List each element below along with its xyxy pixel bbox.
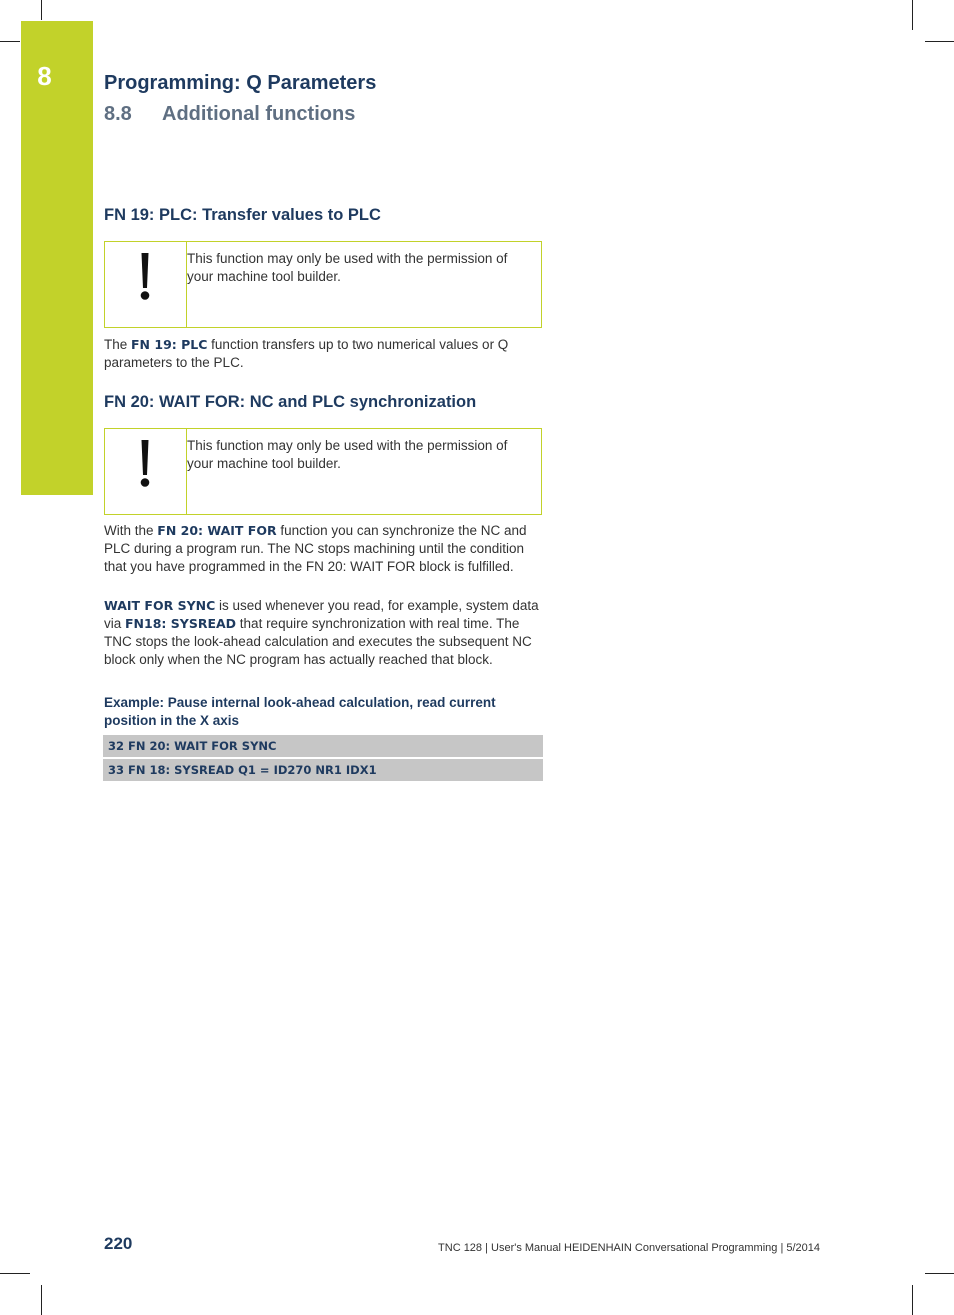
command-wait-for-sync: WAIT FOR SYNC (104, 598, 216, 613)
crop-mark (41, 1285, 42, 1315)
code-line: 33 FN 18: SYSREAD Q1 = ID270 NR1 IDX1 (103, 759, 543, 781)
fn19-note-text: This function may only be used with the permission of your machine tool builder. (187, 251, 508, 284)
fn19-note-box (104, 241, 542, 328)
fn19-paragraph (104, 336, 544, 372)
fn20-paragraph-1 (104, 522, 544, 576)
chapter-tab (21, 21, 93, 495)
command-fn18-sysread: FN18: SYSREAD (125, 616, 237, 631)
footer-text: TNC 128 | User's Manual HEIDENHAIN Conversational Programming | 5/2014 (438, 1242, 820, 1254)
text-run: function you can synchronize the NC and PLC during a program run. The NC stops machining until the condition that you have programmed in the FN 20: WAIT FOR block is fulfilled. (104, 523, 527, 574)
fn20-paragraph-2 (104, 597, 544, 669)
text-run: that require synchronization with real time. The TNC stops the look-ahead calculation and executes the subsequent NC block only when the NC program has actually reached that block. (104, 616, 532, 667)
code-line: 32 FN 20: WAIT FOR SYNC (103, 735, 543, 757)
crop-mark (925, 41, 954, 42)
fn20-note-text: This function may only be used with the permission of your machine tool builder. (187, 438, 508, 471)
text-run: is used whenever you read, for example, system data via (104, 598, 539, 631)
text-run: function transfers up to two numerical values or Q parameters to the PLC. (104, 337, 509, 370)
section-title-text: Additional functions (162, 103, 356, 125)
crop-mark (0, 1273, 30, 1274)
command-fn20-wait-for: FN 20: WAIT FOR (157, 523, 277, 538)
fn20-heading: FN 20: WAIT FOR: NC and PLC synchronization (104, 393, 477, 411)
page-number: 220 (104, 1234, 133, 1253)
example-title: Example: Pause internal look-ahead calculation, read current position in the X axis (104, 695, 496, 728)
crop-mark (912, 1285, 913, 1315)
command-fn19-plc: FN 19: PLC (131, 337, 208, 352)
crop-mark (912, 0, 913, 30)
exclamation-icon (135, 438, 155, 488)
text-run: The (104, 337, 132, 352)
fn19-heading: FN 19: PLC: Transfer values to PLC (104, 206, 381, 224)
crop-mark (925, 1273, 954, 1274)
fn20-note-box (104, 428, 542, 515)
section-number: 8.8 (104, 103, 132, 125)
crop-mark (41, 0, 42, 20)
exclamation-icon (135, 251, 155, 301)
section-title (104, 103, 355, 126)
chapter-number: 8 (37, 61, 52, 91)
text-run: With the (104, 523, 158, 538)
crop-mark (0, 41, 20, 42)
chapter-title: Programming: Q Parameters (104, 72, 377, 94)
